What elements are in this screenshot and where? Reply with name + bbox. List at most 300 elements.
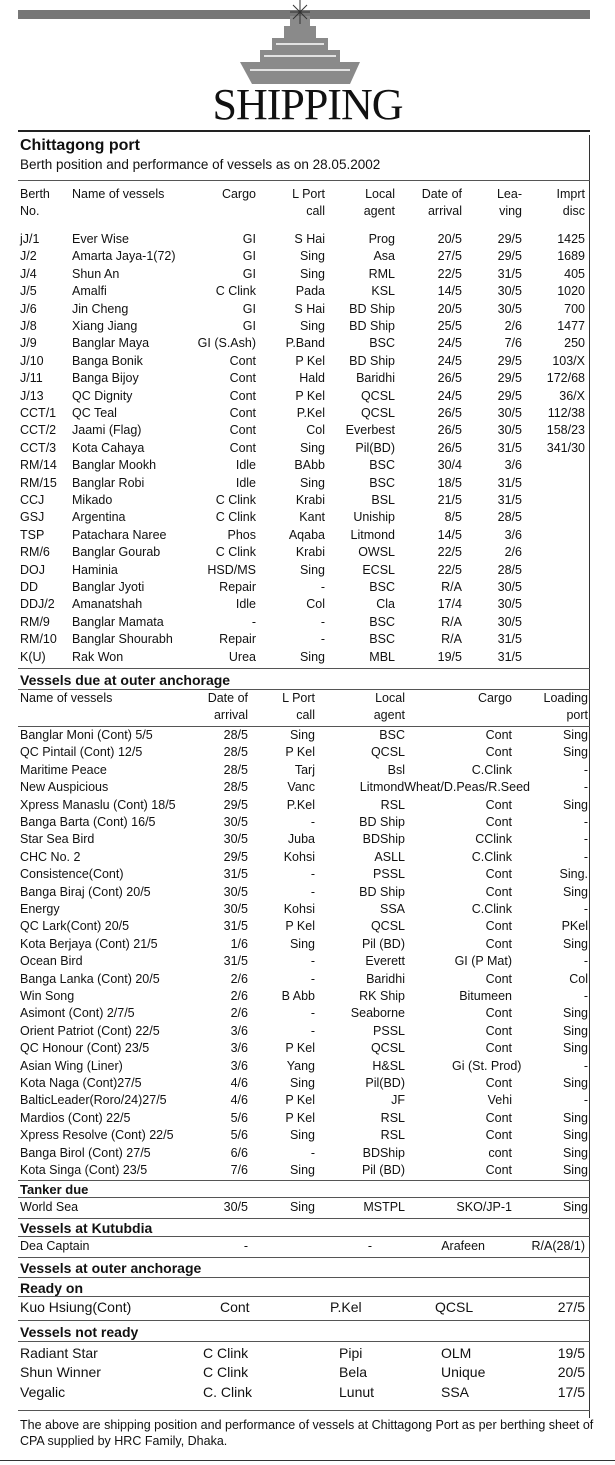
cell: 1/6	[230, 936, 248, 951]
cell: Bsl	[387, 762, 405, 777]
cell: BDShip	[362, 832, 405, 847]
cell: 31/5	[497, 649, 522, 664]
cell: Cont	[485, 1110, 512, 1125]
table-row	[0, 475, 615, 492]
cell: New Auspicious	[20, 780, 109, 795]
cell: J/13	[20, 388, 44, 403]
cell: 19/5	[557, 1345, 585, 1361]
cell: GI	[242, 249, 256, 264]
bottom-rule	[0, 1460, 615, 1461]
divider	[18, 1236, 590, 1237]
table-row	[0, 953, 615, 970]
divider	[18, 1180, 590, 1181]
table-row	[0, 936, 615, 953]
header-cell: Berth	[20, 187, 50, 201]
cell: 7/6	[504, 336, 522, 351]
cell: -	[583, 815, 588, 829]
table-row	[0, 631, 615, 648]
cell: Sing	[562, 1023, 588, 1038]
cell: Orient Patriot (Cont) 22/5	[20, 1023, 160, 1038]
cell: 19/5	[437, 649, 462, 664]
cell: -	[310, 1006, 315, 1021]
cell: ASLL	[374, 849, 405, 864]
cell: 26/5	[437, 423, 462, 438]
cell: Cont	[220, 1299, 250, 1315]
cell: Gi (St. Prod)	[452, 1058, 522, 1073]
cell: Sing	[562, 1110, 588, 1125]
title-rule	[18, 130, 590, 132]
cell: 30/5	[497, 597, 522, 612]
cell: 31/5	[497, 266, 522, 281]
cell: Arafeen	[441, 1239, 485, 1253]
cell: C Clink	[203, 1345, 249, 1361]
cell: C Clink	[215, 493, 256, 507]
cell: QC Pintail (Cont) 12/5	[20, 745, 143, 760]
page-title: SHIPPING	[212, 80, 403, 129]
cell: 14/5	[437, 527, 462, 542]
kutubdia-row	[0, 1238, 615, 1255]
cell: Kota Berjaya (Cont) 21/5	[20, 936, 158, 951]
table-row	[0, 266, 615, 283]
table-row	[0, 283, 615, 300]
cell: DOJ	[20, 562, 45, 577]
cell: -	[320, 614, 325, 629]
cell: Sing	[562, 1145, 588, 1160]
cell: Asimont (Cont) 2/7/5	[20, 1006, 135, 1021]
cell: Banga Bonik	[72, 353, 143, 368]
cell: C Clink	[215, 545, 256, 560]
cell: Sing	[562, 797, 588, 812]
cell: JF	[391, 1093, 405, 1108]
cell: P Kel	[285, 919, 315, 934]
cell: Idle	[235, 475, 256, 490]
table-row	[0, 918, 615, 935]
table-row	[0, 1058, 615, 1075]
cell: Sing	[562, 936, 588, 951]
section-title-not-ready: Vessels not ready	[20, 1324, 139, 1340]
cell: Bitumeen	[459, 989, 512, 1003]
cell: PSSL	[373, 867, 405, 882]
cell: Cont	[229, 371, 256, 386]
cell: Pil (BD)	[361, 1163, 405, 1177]
table-row	[0, 335, 615, 352]
cell: Sing	[299, 562, 325, 577]
cell: J/4	[20, 266, 37, 281]
cell: 250	[564, 336, 585, 351]
cell: R/A	[441, 632, 462, 647]
cell: Shun Winner	[20, 1364, 101, 1381]
cell: J/11	[20, 371, 43, 386]
cell: Bela	[339, 1364, 368, 1381]
cell: 30/5	[223, 815, 248, 829]
cell: 30/5	[497, 580, 522, 594]
cell: GSJ	[20, 510, 45, 525]
cell: Asa	[373, 249, 395, 264]
table-row	[0, 1110, 615, 1127]
cell: SSA	[379, 902, 405, 916]
table-row	[0, 440, 615, 457]
cell: C.Clink	[471, 762, 512, 777]
cell: Urea	[228, 649, 256, 664]
table-row	[0, 1383, 615, 1402]
cell: 3/6	[230, 1058, 248, 1073]
table-row	[0, 248, 615, 265]
table-row	[0, 353, 615, 370]
cell: Juba	[287, 832, 315, 847]
cell: Dea Captain	[20, 1239, 90, 1253]
cell: Yang	[286, 1058, 315, 1073]
cell: -	[310, 971, 315, 986]
cell: QC Teal	[72, 406, 117, 420]
table-row	[0, 1092, 615, 1109]
cell: Cont	[485, 936, 512, 951]
cell: 2/6	[230, 971, 248, 986]
section-title-tanker: Tanker due	[20, 1182, 89, 1197]
cell: 5/6	[230, 1128, 248, 1143]
cell: QCSL	[370, 745, 405, 760]
cell: J/10	[20, 353, 44, 368]
cell: 405	[564, 266, 585, 281]
header-cell: Local	[375, 691, 405, 705]
cell: Vehi	[487, 1093, 512, 1108]
header-cell: agent	[363, 204, 395, 218]
cell: RSL	[380, 1128, 405, 1143]
cell: Banglar Maya	[72, 336, 150, 351]
cell: Idle	[235, 458, 256, 473]
cell: B Abb	[281, 989, 315, 1003]
cell: Banglar Shourabh	[72, 632, 173, 647]
cell: 29/5	[223, 849, 248, 864]
cell: CCT/2	[20, 423, 57, 438]
cell: Pada	[295, 284, 325, 299]
cell: Idle	[235, 597, 256, 612]
cell: QC Honour (Cont) 23/5	[20, 1041, 150, 1056]
cell: RSL	[380, 797, 405, 812]
cell: cont	[488, 1145, 512, 1160]
cell: BD Ship	[349, 353, 395, 368]
cell: Cont	[485, 867, 512, 882]
cell: 28/5	[497, 510, 522, 525]
cell: BalticLeader(Roro/24)27/5	[20, 1093, 167, 1108]
cell: Cont	[485, 919, 512, 934]
cell: KSL	[371, 284, 395, 299]
cell: C.Clink	[471, 849, 512, 864]
cell: Mardios (Cont) 22/5	[20, 1110, 131, 1125]
cell: -	[583, 1058, 588, 1073]
cell: BD Ship	[359, 884, 405, 899]
section-title-kutubdia: Vessels at Kutubdia	[20, 1220, 153, 1236]
header-cell: Date of	[207, 691, 248, 705]
cell: -	[583, 902, 588, 916]
cell: BSC	[369, 580, 395, 594]
cell: Xpress Manaslu (Cont) 18/5	[20, 797, 176, 812]
cell: Patachara Naree	[72, 527, 167, 542]
cell: Pil (BD)	[361, 936, 405, 951]
cell: 1477	[557, 319, 585, 333]
header-cell: Name of vessels	[72, 187, 165, 201]
cell: P Kel	[295, 353, 325, 368]
divider	[18, 668, 590, 669]
cell: J/6	[20, 301, 37, 316]
cell: Sing	[299, 649, 325, 664]
cell: Mikado	[72, 493, 113, 507]
cell: Ever Wise	[72, 232, 129, 246]
cell: 25/5	[437, 319, 462, 333]
cell: Sing	[562, 1200, 588, 1214]
table-row	[0, 849, 615, 866]
header-cell: Lea-	[496, 187, 522, 201]
cell: Amalfi	[72, 284, 107, 299]
cell: BSC	[369, 336, 395, 351]
header-cell: agent	[373, 708, 405, 722]
cell: LitmondWheat/D.Peas/R.Seed	[359, 780, 530, 795]
cell: Vanc	[287, 780, 315, 795]
cell: -	[251, 614, 256, 629]
header-cell: arrival	[427, 204, 462, 218]
divider	[18, 1341, 590, 1342]
cell: 22/5	[437, 562, 462, 577]
cell: 26/5	[437, 440, 462, 455]
cell: Cont	[485, 815, 512, 829]
cell: Baridhi	[356, 371, 395, 386]
cell: Prog	[368, 232, 395, 246]
cell: PSSL	[373, 1023, 405, 1038]
section-title-outer-anchorage: Vessels due at outer anchorage	[20, 672, 231, 688]
table-row	[0, 971, 615, 988]
cell: 4/6	[230, 1076, 248, 1090]
cell: Unique	[441, 1364, 486, 1381]
cell: RM/15	[20, 475, 57, 490]
table-row	[0, 492, 615, 509]
cell: 22/5	[437, 545, 462, 560]
table-row	[0, 1127, 615, 1144]
cell: Amanatshah	[72, 597, 143, 612]
cell: Pil(BD)	[365, 1076, 405, 1090]
divider	[18, 1296, 590, 1297]
cell: GI	[242, 319, 256, 333]
cell: Cont	[229, 440, 256, 455]
cell: -	[583, 849, 588, 864]
cell: Asian Wing (Liner)	[20, 1058, 123, 1073]
port-title: Chittagong port	[20, 137, 140, 154]
cell: Cont	[485, 728, 512, 742]
cell: 3/6	[504, 527, 522, 542]
cell: 4/6	[230, 1093, 248, 1108]
cell: 22/5	[437, 266, 462, 281]
table-row	[0, 527, 615, 544]
cell: 27/5	[437, 249, 462, 264]
table-row	[0, 318, 615, 335]
cell: Baridhi	[366, 971, 405, 986]
cell: Kohsi	[283, 902, 315, 916]
cell: 31/5	[497, 493, 522, 507]
table-row	[0, 1344, 615, 1363]
cell: -	[320, 632, 325, 647]
divider	[18, 1320, 590, 1321]
cell: Kohsi	[283, 849, 315, 864]
cell: 5/6	[230, 1110, 248, 1125]
cell: Ocean Bird	[20, 954, 83, 969]
cell: -	[583, 1093, 588, 1108]
cell: Vegalic	[20, 1383, 66, 1400]
footer-note: The above are shipping position and performance of vessels at Chittagong Port as per berthing sheet of CPA supplied by HRC Family, Dhaka.	[20, 1418, 594, 1448]
cell: 26/5	[437, 371, 462, 386]
cell: Sing	[562, 1163, 588, 1177]
cell: Banga Barta (Cont) 16/5	[20, 815, 156, 829]
cell: 21/5	[437, 493, 462, 507]
cell: BD Ship	[349, 301, 395, 316]
cell: 20/5	[557, 1364, 585, 1381]
cell: QC Dignity	[72, 388, 133, 403]
cell: P.Kel	[286, 797, 315, 812]
cell: Sing	[299, 266, 325, 281]
cell: Banga Lanka (Cont) 20/5	[20, 971, 160, 986]
cell: CCT/3	[20, 440, 57, 455]
cell: BD Ship	[349, 319, 395, 333]
table-row	[0, 814, 615, 831]
cell: Rak Won	[72, 649, 124, 664]
cell: J/9	[20, 336, 37, 351]
header-cell: call	[306, 204, 325, 218]
cell: 28/5	[223, 728, 248, 742]
cell: 31/5	[497, 475, 522, 490]
cell: Cont	[485, 745, 512, 760]
cell: Banga Biraj (Cont) 20/5	[20, 884, 151, 899]
table-row	[0, 301, 615, 318]
cell: Sing.	[559, 867, 588, 882]
cell: DD	[20, 580, 39, 594]
cell: RML	[368, 266, 395, 281]
cell: RM/9	[20, 614, 50, 629]
cell: J/2	[20, 249, 37, 264]
cell: Kant	[299, 510, 325, 525]
cell: Sing	[299, 319, 325, 333]
divider	[18, 180, 590, 181]
cell: -	[583, 780, 588, 795]
cell: QCSL	[435, 1299, 474, 1315]
cell: 24/5	[437, 388, 462, 403]
cell: Argentina	[72, 510, 126, 525]
cell: 28/5	[223, 762, 248, 777]
cell: 30/5	[497, 423, 522, 438]
header-cell: call	[296, 708, 315, 722]
cell: 30/5	[497, 284, 522, 299]
cell: 28/5	[223, 745, 248, 760]
cell: 24/5	[437, 353, 462, 368]
cell: P.Kel	[330, 1299, 362, 1315]
cell: MBL	[369, 649, 395, 664]
cell: -	[243, 1239, 249, 1253]
header-cell: Date of	[421, 187, 462, 201]
table-row	[0, 1145, 615, 1162]
table-row	[0, 614, 615, 631]
header-cell: disc	[562, 204, 585, 218]
cell: RM/10	[20, 632, 57, 647]
cell: Kota Naga (Cont)27/5	[20, 1076, 142, 1090]
table-row	[0, 1005, 615, 1022]
cell: -	[310, 1145, 315, 1160]
cell: CHC No. 2	[20, 849, 81, 864]
cell: Cont	[485, 1041, 512, 1056]
divider	[18, 1218, 590, 1219]
cell: P.Band	[285, 336, 325, 351]
table-row	[0, 579, 615, 596]
table-row	[0, 388, 615, 405]
cell: 36/X	[559, 388, 585, 403]
cell: Aqaba	[288, 527, 325, 542]
cell: SSA	[441, 1383, 470, 1400]
cell: Banglar Mamata	[72, 614, 164, 629]
cell: 172/68	[546, 371, 585, 386]
cell: 103/X	[552, 353, 585, 368]
table-row	[0, 884, 615, 901]
cell: C.Clink	[471, 902, 512, 916]
table-row	[0, 544, 615, 561]
cell: Krabi	[295, 545, 325, 560]
cell: Banga Birol (Cont) 27/5	[20, 1145, 151, 1160]
cell: 1020	[557, 284, 585, 299]
header-cell: Cargo	[221, 187, 256, 201]
cell: QCSL	[370, 919, 405, 934]
header-cell: No.	[20, 204, 40, 218]
cell: 27/5	[557, 1299, 585, 1315]
table-row	[0, 422, 615, 439]
cell: C Clink	[215, 284, 256, 299]
cell: Cont	[485, 971, 512, 986]
cell: Win Song	[20, 989, 75, 1003]
cell: Star Sea Bird	[20, 832, 95, 847]
cell: -	[320, 580, 325, 594]
cell: Sing	[289, 1128, 315, 1143]
cell: Cont	[229, 388, 256, 403]
cell: P Kel	[285, 1041, 315, 1056]
cell: Sing	[562, 1128, 588, 1143]
cell: Cla	[376, 597, 395, 612]
table-row	[0, 1162, 615, 1179]
cell: Banga Bijoy	[72, 371, 139, 386]
cell: 30/5	[497, 406, 522, 420]
header-cell: Cargo	[477, 691, 512, 705]
cell: -	[310, 1023, 315, 1038]
cell: 3/6	[504, 458, 522, 473]
cell: Cont	[485, 1006, 512, 1021]
cell: 31/5	[497, 440, 522, 455]
cell: 7/6	[230, 1163, 248, 1177]
cell: 17/5	[557, 1383, 585, 1400]
cell: -	[583, 832, 588, 847]
cell: Cont	[485, 1163, 512, 1177]
cell: 26/5	[437, 406, 462, 420]
cell: QCSL	[370, 1041, 405, 1056]
cell: Cont	[229, 353, 256, 368]
cell: 28/5	[223, 780, 248, 795]
cell: Sing	[289, 1200, 315, 1214]
cell: 158/23	[546, 423, 585, 438]
cell: Cont	[485, 1128, 512, 1143]
cell: Cont	[485, 1023, 512, 1038]
cell: Banglar Moni (Cont) 5/5	[20, 728, 153, 742]
cell: -	[583, 954, 588, 969]
cell: Cont	[229, 423, 256, 438]
cell: BSL	[371, 493, 395, 507]
cell: RK Ship	[359, 989, 405, 1003]
cell: GI	[242, 301, 256, 316]
cell: Sing	[299, 249, 325, 264]
cell: ECSL	[362, 562, 395, 577]
cell: jJ/1	[20, 232, 40, 246]
cell: Sing	[562, 745, 588, 760]
cell: RM/14	[20, 458, 57, 473]
